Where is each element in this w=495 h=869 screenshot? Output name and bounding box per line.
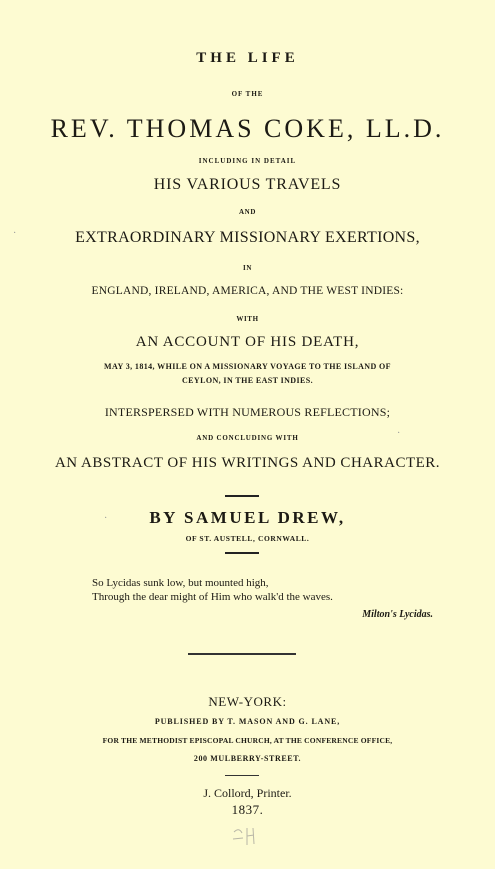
title-subject-name: REV. THOMAS COKE, LL.D. [50,114,445,143]
divider-rule [188,653,296,655]
title-and: AND [239,208,256,216]
title-death: AN ACCOUNT OF HIS DEATH, [135,334,360,350]
imprint-address: 200 MULBERRY-STREET. [193,754,302,763]
title-travels: HIS VARIOUS TRAVELS [153,176,342,193]
epigraph-line1: So Lycidas sunk low, but mounted high, [92,577,269,589]
epigraph-source: Milton's Lycidas. [362,609,433,620]
title-concluding: AND CONCLUDING WITH [196,434,299,442]
imprint-printer: J. Collord, Printer. [203,786,292,800]
divider-rule [225,775,259,776]
imprint-publisher: PUBLISHED BY T. MASON AND G. LANE, [154,717,341,726]
author-name: BY SAMUEL DREW, [149,508,346,527]
imprint-city: NEW-YORK: [208,694,287,709]
title-abstract: AN ABSTRACT OF HIS WRITINGS AND CHARACTER. [54,455,441,471]
divider-rule [225,552,259,554]
title-voyage-line2: CEYLON, IN THE EAST INDIES. [182,376,313,385]
speck-mark: · [13,228,17,239]
imprint-year: 1837. [231,802,264,817]
title-places: ENGLAND, IRELAND, AMERICA, AND THE WEST INDIES: [91,285,404,297]
divider-rule [225,495,259,497]
author-place: OF ST. AUSTELL, CORNWALL. [185,534,310,543]
title-line-the-life: THE LIFE [196,50,299,66]
title-reflections: INTERSPERSED WITH NUMEROUS REFLECTIONS; [104,405,391,419]
title-in: IN [243,264,252,272]
title-of-the: OF THE [231,90,264,98]
speck-mark: · [397,428,401,439]
title-voyage-line1: MAY 3, 1814, WHILE ON A MISSIONARY VOYAGE TO THE ISLAND OF [104,362,391,371]
speck-mark: · [104,513,108,524]
title-with: WITH [236,315,259,323]
imprint-for: FOR THE METHODIST EPISCOPAL CHURCH, AT THE CONFERENCE OFFICE, [102,736,393,745]
epigraph-line2: Through the dear might of Him who walk'd the waves. [92,591,333,603]
pencil-scribble [230,824,260,850]
title-exertions: EXTRAORDINARY MISSIONARY EXERTIONS, [75,229,420,246]
title-including: INCLUDING IN DETAIL [198,157,297,165]
